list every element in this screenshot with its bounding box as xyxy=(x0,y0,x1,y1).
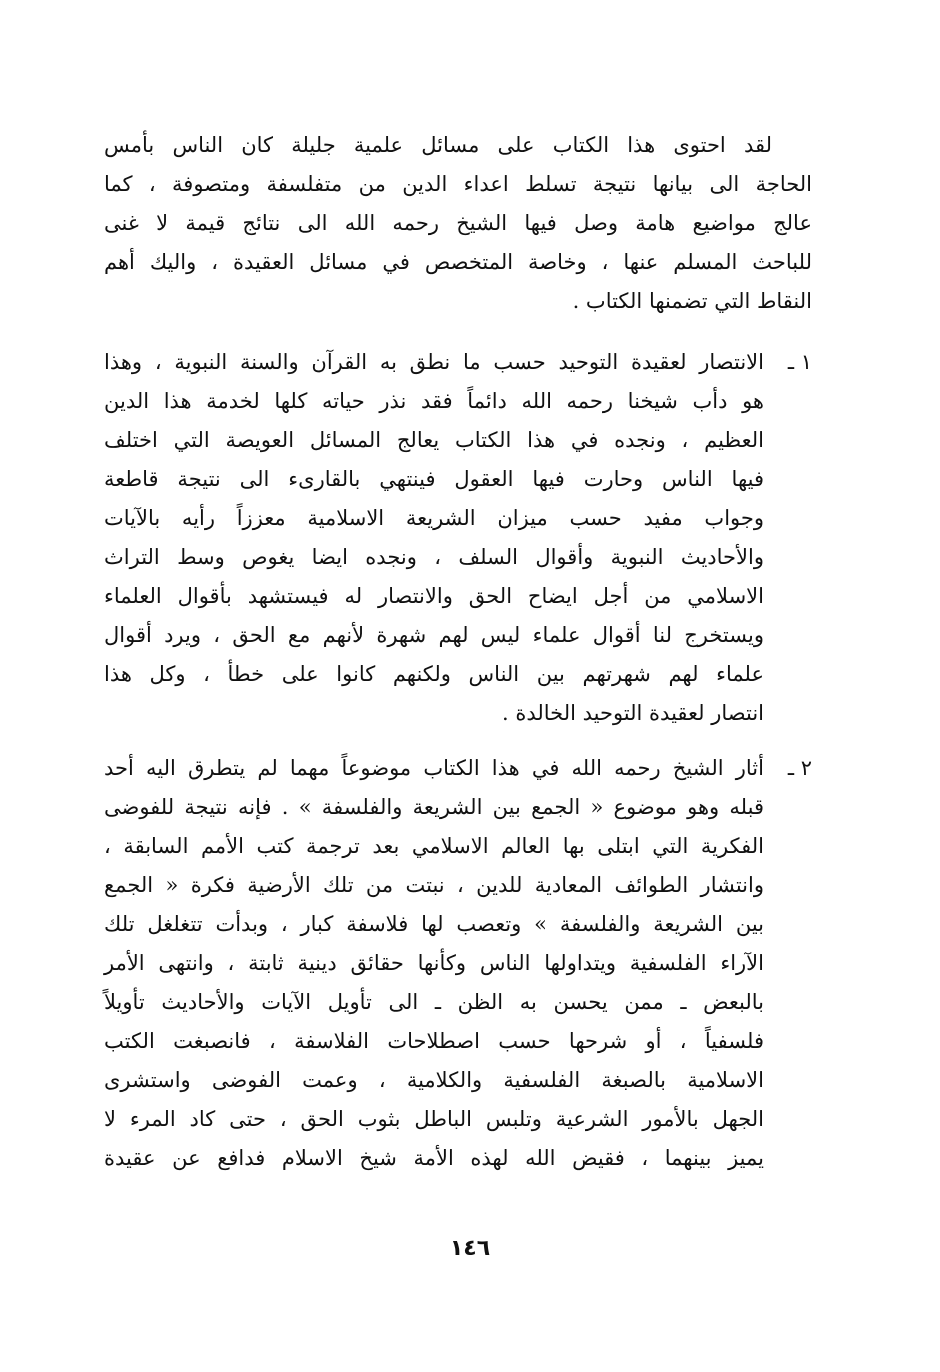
item-number: ٢ ـ xyxy=(787,756,812,780)
item-line: الآراء الفلسفية ويتداولها الناس وكأنها حقائق دينية ثابتة ، وانتهى الأمر xyxy=(104,951,764,975)
intro-line: للباحث المسلم عنها ، وخاصة المتخصص في مسائل العقيدة ، واليك أهم xyxy=(104,250,812,274)
item-line: وانتشار الطوائف المعادية للدين ، نبتت من تلك الأرضية فكرة « الجمع xyxy=(104,873,764,897)
item-line: فلسفياً ، أو شرحها حسب اصطلاحات الفلاسفة ، فانصبغت الكتب xyxy=(104,1029,764,1053)
item-line: هو دأب شيخنا رحمه الله دائماً فقد نذر حياته كلها لخدمة هذا الدين xyxy=(104,389,764,413)
item-line: الجهل بالأمور الشرعية وتلبس الباطل بثوب الحق ، حتى كاد المرء لا xyxy=(104,1107,764,1131)
item-line: والأحاديث النبوية وأقوال السلف ، ونجده ايضا يغوص وسط التراث xyxy=(104,545,764,569)
item-line: بالبعض ـ ممن يحسن به الظن ـ الى تأويل الآيات والأحاديث تأويلاً xyxy=(104,990,764,1014)
numbered-item-1 xyxy=(104,343,812,733)
item-body xyxy=(104,343,764,733)
intro-paragraph xyxy=(104,126,812,321)
item-line: يميز بينهما ، فقيض الله لهذه الأمة شيخ الاسلام فدافع عن عقيدة xyxy=(104,1146,764,1170)
item-line: أثار الشيخ رحمه الله في هذا الكتاب موضوعاً مهما لم يتطرق اليه أحد xyxy=(104,756,764,780)
item-line: فيها الناس وحارت فيها العقول فينتهي بالقارىء الى نتيجة قاطعة xyxy=(104,467,764,491)
item-line: انتصار لعقيدة التوحيد الخالدة . xyxy=(501,701,764,725)
item-line: الانتصار لعقيدة التوحيد حسب ما نطق به القرآن والسنة النبوية ، وهذا xyxy=(104,350,764,374)
item-line: قبله وهو موضوع « الجمع بين الشريعة والفلسفة » . فإنه نتيجة للفوضى xyxy=(104,795,764,819)
item-number: ١ ـ xyxy=(787,350,812,374)
book-page xyxy=(104,126,812,1194)
item-line: ويستخرج لنا أقوال علماء ليس لهم شهرة لأنهم مع الحق ، ويرد أقوال xyxy=(104,623,764,647)
item-line: الفكرية التي ابتلى بها العالم الاسلامي بعد ترجمة كتب الأمم السابقة ، xyxy=(104,834,764,858)
intro-line: النقاط التي تضمنها الكتاب . xyxy=(572,289,812,313)
numbered-item-2 xyxy=(104,749,812,1178)
intro-line: عالج مواضيع هامة وصل فيها الشيخ رحمه الله الى نتائج قيمة لا غنى xyxy=(104,211,812,235)
intro-line: الحاجة الى بيانها نتيجة تسلط اعداء الدين من متفلسفة ومتصوفة ، كما xyxy=(104,172,812,196)
item-line: وجواب مفيد حسب ميزان الشريعة الاسلامية معززاً رأيه بالآيات xyxy=(104,506,764,530)
item-body xyxy=(104,749,764,1178)
intro-line: لقد احتوى هذا الكتاب على مسائل علمية جليلة كان الناس بأمس xyxy=(104,133,772,157)
page-number: ١٤٦ xyxy=(449,1236,491,1261)
item-line: الاسلامية بالصبغة الفلسفية والكلامية ، وعمت الفوضى واستشرى xyxy=(104,1068,764,1092)
item-line: العظيم ، ونجده في هذا الكتاب يعالج المسائل العويصة التي اختلف xyxy=(104,428,764,452)
item-line: بين الشريعة والفلسفة » وتعصب لها فلاسفة كبار ، وبدأت تتغلغل تلك xyxy=(104,912,764,936)
item-line: الاسلامي من أجل ايضاح الحق والانتصار له فيستشهد بأقوال العلماء xyxy=(104,584,764,608)
item-line: علماء لهم شهرتهم بين الناس ولكنهم كانوا على خطأ ، وكل هذا xyxy=(104,662,764,686)
